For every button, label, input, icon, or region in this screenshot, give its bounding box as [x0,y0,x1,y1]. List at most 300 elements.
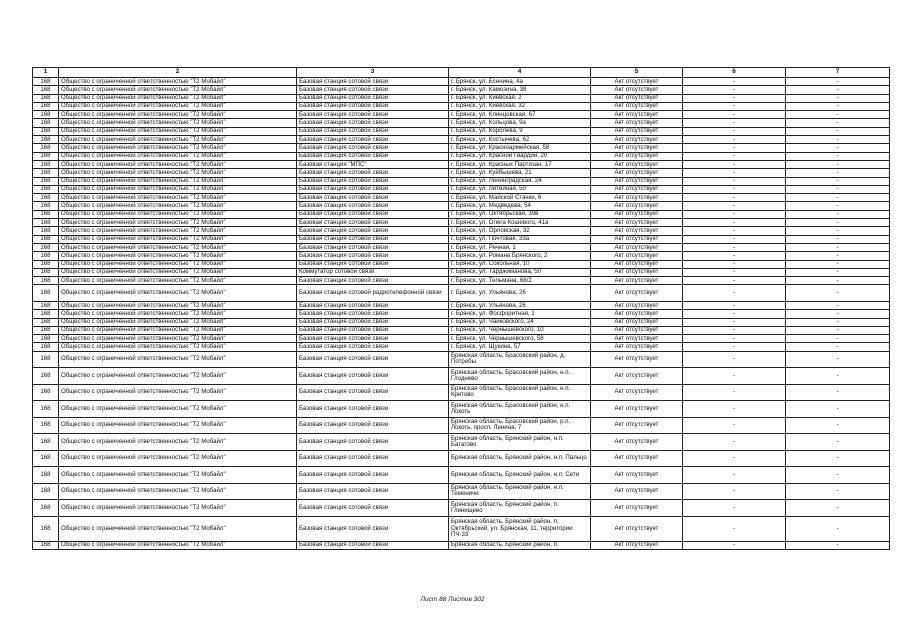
cell-col-3: Базовая станция сотовой связи [297,144,449,152]
cell-col-1: 168 [33,260,59,268]
cell-col-2: Общество с ограниченной ответственностью "Т2 Мобайл" [59,111,297,119]
cell-col-1: 168 [33,268,59,276]
cell-col-6: - [683,310,786,318]
cell-col-7: - [786,343,890,351]
cell-col-1: 168 [33,516,59,541]
cell-col-7: - [786,326,890,334]
cell-col-2: Общество с ограниченной ответственностью "Т2 Мобайл" [59,252,297,260]
cell-col-6: - [683,78,786,86]
cell-col-3: Базовая станция сотовой связи [297,185,449,193]
cell-col-1: 168 [33,467,59,484]
cell-col-4: г. Брянск, ул. Клинцовская, 67 [449,111,591,119]
cell-col-2: Общество с ограниченной ответственностью "Т2 Мобайл" [59,235,297,243]
cell-col-6: - [683,384,786,401]
cell-col-2: Общество с ограниченной ответственностью "Т2 Мобайл" [59,152,297,160]
cell-col-6: - [683,268,786,276]
table-row [33,235,890,243]
cell-col-2: Общество с ограниченной ответственностью "Т2 Мобайл" [59,483,297,500]
table-row [33,119,890,127]
cell-col-3: Базовая станция сотовой связи [297,102,449,110]
cell-col-1: 168 [33,210,59,218]
cell-col-5: Акт отсутствует [591,219,683,227]
cell-col-5: Акт отсутствует [591,483,683,500]
cell-col-2: Общество с ограниченной ответственностью "Т2 Мобайл" [59,169,297,177]
cell-col-4: г. Брянск, ул. Фосфоритная, 1 [449,310,591,318]
cell-col-6: - [683,202,786,210]
cell-col-3: Базовая станция сотовой связи [297,500,449,517]
cell-col-7: - [786,94,890,102]
cell-col-3: Базовая станция сотовой связи [297,310,449,318]
cell-col-2: Общество с ограниченной ответственностью "Т2 Мобайл" [59,326,297,334]
cell-col-6: - [683,351,786,368]
cell-col-3: Коммутатор сотовой связи [297,268,449,276]
cell-col-7: - [786,219,890,227]
cell-col-7: - [786,202,890,210]
table-row [33,541,890,549]
cell-col-6: - [683,169,786,177]
cell-col-6: - [683,177,786,185]
cell-col-7: - [786,434,890,451]
table-row [33,160,890,168]
cell-col-3: Базовая станция "МПС" [297,160,449,168]
cell-col-7: - [786,401,890,418]
cell-col-6: - [683,277,786,285]
cell-col-5: Акт отсутствует [591,127,683,135]
cell-col-5: Акт отсутствует [591,78,683,86]
cell-col-4: Брянская область, Брасовский район, н.п. Кретово [449,384,591,401]
cell-col-5: Акт отсутствует [591,235,683,243]
cell-col-1: 168 [33,119,59,127]
cell-col-5: Акт отсутствует [591,119,683,127]
cell-col-7: - [786,252,890,260]
cell-col-5: Акт отсутствует [591,516,683,541]
cell-col-2: Общество с ограниченной ответственностью "Т2 Мобайл" [59,335,297,343]
cell-col-6: - [683,467,786,484]
cell-col-3: Базовая станция сотовой связи [297,127,449,135]
table-body [33,78,890,550]
cell-col-1: 168 [33,368,59,385]
cell-col-3: Базовая станция сотовой связи [297,335,449,343]
cell-col-2: Общество с ограниченной ответственностью "Т2 Мобайл" [59,260,297,268]
cell-col-6: - [683,194,786,202]
table-row [33,102,890,110]
col-header-7: 7 [786,68,890,78]
cell-col-7: - [786,483,890,500]
cell-col-4: Брянская область, Брянский район, н.п. Сети [449,467,591,484]
header-row [33,68,890,78]
cell-col-6: - [683,152,786,160]
cell-col-5: Акт отсутствует [591,202,683,210]
col-header-6: 6 [683,68,786,78]
cell-col-5: Акт отсутствует [591,268,683,276]
cell-col-3: Базовая станция сотовой связи [297,152,449,160]
cell-col-4: г. Брянск, ул. Чернышевского, 10 [449,326,591,334]
cell-col-6: - [683,301,786,309]
cell-col-3: Базовая станция сотовой связи [297,243,449,251]
cell-col-4: г. Брянск, ул. Олега Кошевого, 41а [449,219,591,227]
cell-col-5: Акт отсутствует [591,301,683,309]
table-row [33,227,890,235]
cell-col-6: - [683,368,786,385]
cell-col-4: г. Брянск, ул. Тарджимановa, 50 [449,268,591,276]
cell-col-2: Общество с ограниченной ответственностью "Т2 Мобайл" [59,500,297,517]
table-row [33,326,890,334]
table-row [33,368,890,385]
cell-col-1: 168 [33,102,59,110]
cell-col-5: Акт отсутствует [591,111,683,119]
cell-col-1: 168 [33,78,59,86]
cell-col-7: - [786,301,890,309]
table-row [33,111,890,119]
cell-col-6: - [683,227,786,235]
cell-col-7: - [786,111,890,119]
table-row [33,243,890,251]
cell-col-5: Акт отсутствует [591,144,683,152]
cell-col-2: Общество с ограниченной ответственностью "Т2 Мобайл" [59,219,297,227]
cell-col-4: Брянская область, Брянский район, п. Глинищево [449,500,591,517]
cell-col-5: Акт отсутствует [591,260,683,268]
table-row [33,318,890,326]
cell-col-4: г. Брянск, ул. Костычева, 62 [449,136,591,144]
cell-col-7: - [786,119,890,127]
col-header-4: 4 [449,68,591,78]
cell-col-6: - [683,144,786,152]
cell-col-1: 168 [33,160,59,168]
cell-col-3: Базовая станция сотовой связи [297,401,449,418]
table-row [33,86,890,94]
cell-col-1: 168 [33,401,59,418]
cell-col-7: - [786,368,890,385]
cell-col-4: г. Брянск, ул. Есенина, 4а [449,78,591,86]
table-row [33,127,890,135]
cell-col-6: - [683,401,786,418]
cell-col-5: Акт отсутствует [591,285,683,302]
cell-col-1: 168 [33,177,59,185]
cell-col-5: Акт отсутствует [591,368,683,385]
cell-col-2: Общество с ограниченной ответственностью "Т2 Мобайл" [59,94,297,102]
cell-col-4: г. Брянск, ул. Куйбышева, 21 [449,169,591,177]
cell-col-7: - [786,136,890,144]
cell-col-7: - [786,185,890,193]
cell-col-4: г. Брянск, ул. Чайковского, 24 [449,318,591,326]
cell-col-2: Общество с ограниченной ответственностью "Т2 Мобайл" [59,102,297,110]
cell-col-6: - [683,219,786,227]
cell-col-4: Брянская область, Брянский район, н.п. Теменичи [449,483,591,500]
cell-col-3: Базовая станция сотовой связи [297,86,449,94]
cell-col-3: Базовая станция сотовой связи [297,343,449,351]
cell-col-2: Общество с ограниченной ответственностью "Т2 Мобайл" [59,194,297,202]
cell-col-6: - [683,285,786,302]
cell-col-7: - [786,210,890,218]
cell-col-1: 168 [33,94,59,102]
table-row [33,136,890,144]
cell-col-1: 168 [33,111,59,119]
cell-col-7: - [786,384,890,401]
table-row [33,260,890,268]
table-row [33,301,890,309]
cell-col-1: 168 [33,144,59,152]
table-row [33,343,890,351]
cell-col-5: Акт отсутствует [591,326,683,334]
cell-col-6: - [683,252,786,260]
table-row [33,252,890,260]
cell-col-5: Акт отсутствует [591,401,683,418]
cell-col-1: 168 [33,450,59,467]
cell-col-3: Базовая станция сотовой связи [297,368,449,385]
cell-col-2: Общество с ограниченной ответственностью "Т2 Мобайл" [59,368,297,385]
cell-col-1: 168 [33,86,59,94]
table-row [33,516,890,541]
cell-col-2: Общество с ограниченной ответственностью "Т2 Мобайл" [59,285,297,302]
cell-col-3: Базовая станция сотовой связи [297,202,449,210]
cell-col-3: Базовая станция сотовой связи [297,252,449,260]
table-row [33,417,890,434]
cell-col-1: 168 [33,541,59,549]
cell-col-3: Базовая станция сотовой связи [297,301,449,309]
table-row [33,450,890,467]
cell-col-4: Брянская область, Брянский район, н.п. Батагово [449,434,591,451]
cell-col-5: Акт отсутствует [591,351,683,368]
table-row [33,144,890,152]
cell-col-7: - [786,450,890,467]
cell-col-5: Акт отсутствует [591,210,683,218]
cell-col-3: Базовая станция сотовой связи [297,210,449,218]
cell-col-5: Акт отсутствует [591,136,683,144]
cell-col-2: Общество с ограниченной ответственностью "Т2 Мобайл" [59,434,297,451]
cell-col-3: Базовая станция сотовой связи [297,260,449,268]
cell-col-3: Базовая станция сотовой связи [297,227,449,235]
cell-col-6: - [683,102,786,110]
cell-col-3: Базовая станция сотовой связи [297,417,449,434]
cell-col-7: - [786,227,890,235]
cell-col-7: - [786,417,890,434]
cell-col-4: г. Брянск, ул. Киевская, 2 [449,94,591,102]
table-row [33,500,890,517]
cell-col-3: Базовая станция сотовой связи [297,169,449,177]
cell-col-4: г. Брянск, ул. Орловская, 32 [449,227,591,235]
cell-col-3: Базовая станция сотовой связи [297,94,449,102]
cell-col-7: - [786,160,890,168]
cell-col-3: Базовая станция сотовой связи [297,516,449,541]
cell-col-7: - [786,541,890,549]
cell-col-3: Базовая станция сотовой связи [297,351,449,368]
cell-col-2: Общество с ограниченной ответственностью "Т2 Мобайл" [59,78,297,86]
cell-col-4: г. Брянск, ул. Романа Брянского, 2 [449,252,591,260]
cell-col-5: Акт отсутствует [591,94,683,102]
table-row [33,467,890,484]
table-row [33,285,890,302]
cell-col-7: - [786,467,890,484]
cell-col-1: 168 [33,500,59,517]
cell-col-4: Брянская область, Брасовский район, н.п. Локоть [449,401,591,418]
cell-col-5: Акт отсутствует [591,277,683,285]
cell-col-6: - [683,318,786,326]
cell-col-1: 168 [33,194,59,202]
cell-col-4: г. Брянск, ул. Медведева, 54 [449,202,591,210]
col-header-2: 2 [59,68,297,78]
cell-col-4: г. Брянск, ул. Ульянова, 26 [449,285,591,302]
cell-col-5: Акт отсутствует [591,343,683,351]
table-row [33,169,890,177]
cell-col-2: Общество с ограниченной ответственностью "Т2 Мобайл" [59,277,297,285]
cell-col-4: г. Брянск, ул. Королева, 9 [449,127,591,135]
cell-col-5: Акт отсутствует [591,227,683,235]
cell-col-3: Базовая станция сотовой связи [297,326,449,334]
cell-col-2: Общество с ограниченной ответственностью "Т2 Мобайл" [59,310,297,318]
cell-col-2: Общество с ограниченной ответственностью "Т2 Мобайл" [59,351,297,368]
table-row [33,335,890,343]
cell-col-4: Брянская область, Брянский район, п. [449,541,591,549]
cell-col-3: Базовая станция сотовой связи [297,318,449,326]
cell-col-4: Брянская область, Брасовский район, р.п. Локоть, просп. Ленина, 7 [449,417,591,434]
cell-col-1: 168 [33,219,59,227]
table-row [33,219,890,227]
cell-col-1: 168 [33,235,59,243]
cell-col-4: г. Брянск, ул. Сокольная, 10 [449,260,591,268]
cell-col-5: Акт отсутствует [591,417,683,434]
table-row [33,210,890,218]
cell-col-5: Акт отсутствует [591,177,683,185]
cell-col-6: - [683,235,786,243]
cell-col-1: 168 [33,318,59,326]
cell-col-4: Брянская область, Брасовский район, д. Потребы [449,351,591,368]
cell-col-4: г. Брянск, ул. Красной Гвардии, 20 [449,152,591,160]
cell-col-3: Базовая станция сотовой связи [297,450,449,467]
cell-col-6: - [683,119,786,127]
table-row [33,194,890,202]
cell-col-3: Базовая станция сотовой связи [297,78,449,86]
cell-col-6: - [683,335,786,343]
cell-col-1: 168 [33,285,59,302]
cell-col-6: - [683,343,786,351]
cell-col-1: 168 [33,227,59,235]
cell-col-5: Акт отсутствует [591,318,683,326]
table-row [33,351,890,368]
cell-col-4: г. Брянск, ул. Речная, 1 [449,243,591,251]
cell-col-4: г. Брянск, ул. Почтовая, 33а [449,235,591,243]
cell-col-3: Базовая станция сотовой связи [297,277,449,285]
cell-col-6: - [683,86,786,94]
cell-col-2: Общество с ограниченной ответственностью "Т2 Мобайл" [59,343,297,351]
cell-col-5: Акт отсутствует [591,541,683,549]
cell-col-7: - [786,127,890,135]
cell-col-3: Базовая станция сотовой связи [297,434,449,451]
page-footer: Лист 88 Листов 302 [420,596,485,603]
table-row [33,401,890,418]
cell-col-4: г. Брянск, ул. Литейная, 50 [449,185,591,193]
cell-col-3: Базовая станция сотовой связи [297,384,449,401]
cell-col-5: Акт отсутствует [591,252,683,260]
cell-col-6: - [683,483,786,500]
cell-col-1: 168 [33,343,59,351]
cell-col-1: 168 [33,252,59,260]
cell-col-4: г. Брянск, ул. Майской Стачки, 6 [449,194,591,202]
cell-col-2: Общество с ограниченной ответственностью "Т2 Мобайл" [59,202,297,210]
cell-col-1: 168 [33,335,59,343]
cell-col-2: Общество с ограниченной ответственностью "Т2 Мобайл" [59,160,297,168]
cell-col-7: - [786,500,890,517]
cell-col-6: - [683,417,786,434]
cell-col-5: Акт отсутствует [591,434,683,451]
cell-col-7: - [786,78,890,86]
cell-col-4: Брянская область, Брасовский район, н.п. Глоднево [449,368,591,385]
cell-col-1: 168 [33,301,59,309]
cell-col-7: - [786,268,890,276]
cell-col-2: Общество с ограниченной ответственностью "Т2 Мобайл" [59,467,297,484]
cell-col-2: Общество с ограниченной ответственностью "Т2 Мобайл" [59,127,297,135]
cell-col-5: Акт отсутствует [591,310,683,318]
cell-col-5: Акт отсутствует [591,450,683,467]
cell-col-7: - [786,335,890,343]
cell-col-2: Общество с ограниченной ответственностью "Т2 Мобайл" [59,136,297,144]
cell-col-7: - [786,152,890,160]
table-row [33,177,890,185]
cell-col-6: - [683,210,786,218]
cell-col-4: г. Брянск, ул. Камозина, 38 [449,86,591,94]
cell-col-5: Акт отсутствует [591,500,683,517]
cell-col-5: Акт отсутствует [591,86,683,94]
cell-col-7: - [786,285,890,302]
cell-col-4: г. Брянск, ул. Кольцова, 9а [449,119,591,127]
cell-col-4: Брянская область, Брянский район, н.п. Пальцо [449,450,591,467]
cell-col-4: г. Брянск, ул. Щукина, 57 [449,343,591,351]
col-header-3: 3 [297,68,449,78]
cell-col-6: - [683,111,786,119]
cell-col-5: Акт отсутствует [591,152,683,160]
registry-table [32,67,890,550]
cell-col-2: Общество с ограниченной ответственностью "Т2 Мобайл" [59,401,297,418]
cell-col-4: Брянская область, Брянский район, п. Октябрьский, ул. Брянская, 11, территории ПЧ-33 [449,516,591,541]
cell-col-5: Акт отсутствует [591,467,683,484]
table-row [33,277,890,285]
cell-col-5: Акт отсутствует [591,335,683,343]
cell-col-3: Базовая станция сотовой связи [297,483,449,500]
cell-col-4: г. Брянск, ул. Киевская, 32 [449,102,591,110]
cell-col-1: 168 [33,202,59,210]
cell-col-1: 168 [33,169,59,177]
table-row [33,384,890,401]
cell-col-5: Акт отсутствует [591,243,683,251]
cell-col-3: Базовая станция сотовой связи [297,136,449,144]
cell-col-7: - [786,235,890,243]
table-row [33,268,890,276]
cell-col-2: Общество с ограниченной ответственностью "Т2 Мобайл" [59,318,297,326]
cell-col-3: Базовая станция сотовой связи [297,235,449,243]
cell-col-7: - [786,260,890,268]
cell-col-1: 168 [33,351,59,368]
cell-col-2: Общество с ограниченной ответственностью "Т2 Мобайл" [59,450,297,467]
cell-col-4: г. Брянск, ул. Ленинградская, 24 [449,177,591,185]
cell-col-6: - [683,541,786,549]
cell-col-6: - [683,243,786,251]
cell-col-6: - [683,434,786,451]
cell-col-6: - [683,260,786,268]
cell-col-2: Общество с ограниченной ответственностью "Т2 Мобайл" [59,86,297,94]
cell-col-7: - [786,516,890,541]
cell-col-3: Базовая станция сотовой связи [297,119,449,127]
table-row [33,483,890,500]
cell-col-2: Общество с ограниченной ответственностью "Т2 Мобайл" [59,177,297,185]
cell-col-7: - [786,243,890,251]
cell-col-2: Общество с ограниченной ответственностью "Т2 Мобайл" [59,144,297,152]
cell-col-7: - [786,144,890,152]
cell-col-3: Базовая станция сотовой связи [297,111,449,119]
cell-col-2: Общество с ограниченной ответственностью "Т2 Мобайл" [59,417,297,434]
cell-col-2: Общество с ограниченной ответственностью "Т2 Мобайл" [59,541,297,549]
cell-col-1: 168 [33,384,59,401]
cell-col-7: - [786,318,890,326]
table-row [33,434,890,451]
